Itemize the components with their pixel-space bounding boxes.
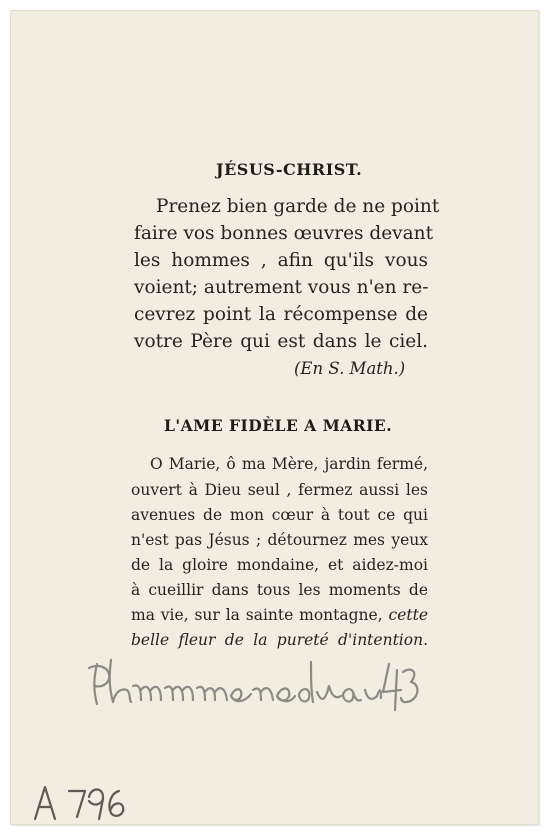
text-line: Prenez bien garde de ne point: [156, 196, 440, 217]
text-line: ouvert à Dieu seul , fermez aussi les: [131, 481, 428, 499]
text-line: voient; autrement vous n'en re-: [134, 277, 429, 298]
text-line: de la gloire mondaine, et aidez-moi: [131, 556, 428, 574]
text-line: les hommes , afin qu'ils vous: [134, 250, 428, 271]
text-line-mixed: [131, 606, 428, 624]
text-span-italic: cette: [388, 606, 428, 624]
section-heading-ame-fidele: L'AME FIDÈLE A MARIE.: [164, 416, 393, 435]
text-line: O Marie, ô ma Mère, jardin fermé,: [150, 455, 428, 473]
handwritten-inventory-number: [33, 783, 133, 827]
text-line: faire vos bonnes œuvres devant: [134, 223, 434, 244]
text-line-italic: belle fleur de la pureté d'intention.: [131, 631, 428, 649]
text-span-plain: ma vie, sur la sainte montagne,: [131, 606, 389, 624]
scripture-citation: (En S. Math.): [294, 359, 406, 378]
section-heading-jesus-christ: JÉSUS-CHRIST.: [216, 160, 363, 179]
text-line: votre Père qui est dans le ciel.: [134, 331, 428, 352]
text-line: à cueillir dans tous les moments de: [131, 581, 428, 599]
handwritten-pencil-note: [85, 656, 420, 718]
text-line: avenues de mon cœur à tout ce qui: [131, 506, 428, 524]
text-line: n'est pas Jésus ; détournez mes yeux: [131, 531, 428, 549]
text-line: cevrez point la récompense de: [134, 304, 428, 325]
